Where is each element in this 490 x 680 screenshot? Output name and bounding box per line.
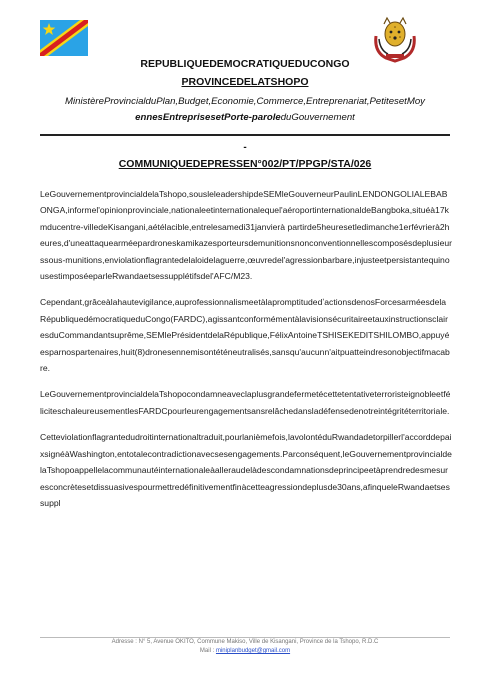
footer-mail-link[interactable]: miniplanbudget@gmail.com <box>215 648 291 654</box>
footer-address: Adresse : N° 5, Avenue OKITO, Commune Makiso, Ville de Kisangani, Province de la Tshopo, R.D.C <box>111 639 379 645</box>
header-divider <box>40 134 450 136</box>
paragraph-4: Cetteviolationflagrantedudroitinternationaltraduit,pourlanièmefois,lavolontéduRwandadetorpillerl'accorddepaixsignéàWashington,entotalecontradictionavecsesengagements.Parconséquent,leGouvernementprovincialdelaTshopoappellelacommunautéinternationaleàalleraudelàdescondamnationsdeprincipeetàprendredesmesuresconcrètesetdissuasivespourmettredéfinitivementfinàcetteagressiondeplusde30ans,afinqueleRwandaetsessuppl <box>40 432 452 508</box>
ministry-tail: duGouvernement <box>280 112 355 123</box>
drc-flag-icon <box>40 20 88 56</box>
footer <box>40 638 450 656</box>
divider-dash: - <box>243 142 247 153</box>
ministry-title <box>40 94 450 126</box>
footer-mail-label: Mail : <box>199 648 215 654</box>
ministry-line-a: MinistèreProvincialduPlan,Budget,Economie,Commerce,Entreprenariat,PetitesetMoy <box>65 96 425 107</box>
republic-title: REPUBLIQUEDEMOCRATIQUEDUCONGO <box>140 58 350 70</box>
paragraph-3: LeGouvernementprovincialdelaTshopocondamneaveclaplusgrandefermetécettetentativeterroristeignobleetféliciteschaleureusementlesFARDCpourleurengagementsansrelâchedansladéfensedenotreintégritéterritoriale. <box>40 389 451 416</box>
province-title: PROVINCEDELATSHOPO <box>181 76 309 88</box>
coat-of-arms-icon <box>370 14 420 64</box>
ministry-line-b <box>135 112 355 123</box>
paragraph-2: Cependant,grâceàlahautevigilance,auprofessionnalismeetàlapromptitudedʼactionsdenosForcesarméesdelaRépubliquedémocratiqueduCongo(FARDC),agissantconformémentàlavisionsécuritaireetauxinstructionsclairesduCommandantsuprême,SEMlePrésidentdelaRépublique,FélixAntoineTSHISEKEDITSHILOMBO,appuyéesparnospartenaires,huit(8)dronesennemisontéténeutralisés,sansqu'aucunn'aitpuatteindresonobjectifmacabre. <box>40 297 450 374</box>
paragraph-1: LeGouvernementprovincialdelaTshopo,souslelеadershipdeSEMleGouverneurPaulinLENDONGOLIALEBABONGA,informel'opinionprovinciale,nationaleetinternationalequel'aéroportinternationaldeBangboka,situéà17kmducentre-villedeKisangani,aétélacible,entrelesamedi31janvierà partirde5heuresetledimanche1erfévrierà2heures,d'uneattaquearméepardroneskamikazesporteursdemunitionsnonconventionnellescomposésdeplusieurssous-munitions,enviolationflagrantedelaloidelaguerre,œuvredel'agressionbarbare,injusteetpersistantequinousestimposéeparleRwandaetsessupplétifsdel'AFC/M23. <box>40 189 453 282</box>
page-bottom-mask <box>0 660 490 680</box>
communique-title: COMMUNIQUEDEPRESSEN°002/PT/PPGP/STA/026 <box>118 158 372 170</box>
footer-mail-line <box>40 647 450 656</box>
communique-body <box>40 186 452 521</box>
ministry-bold-part: ennesEntreprisesetPorte-parole <box>135 112 281 123</box>
